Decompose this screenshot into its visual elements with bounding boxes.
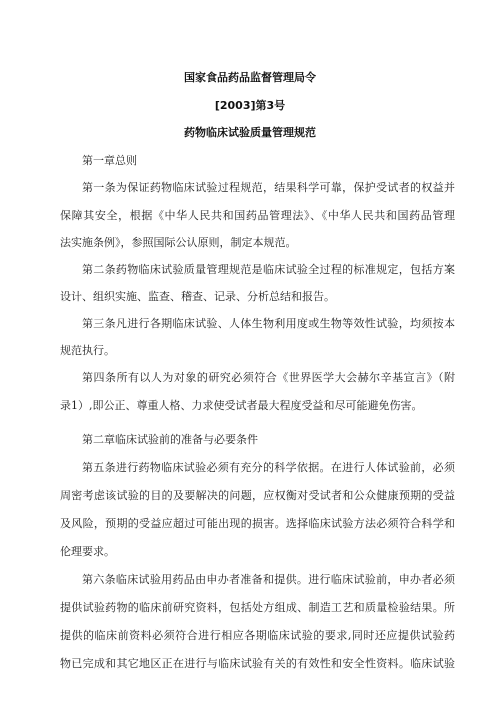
chapter-heading: 第二章临床试验前的准备与必要条件 xyxy=(82,433,258,446)
paragraph-line: 周密考虑该试验的目的及要解决的问题，应权衡对受试者和公众健康预期的受益 xyxy=(60,489,455,502)
paragraph-line: 物已完成和其它地区正在进行与临床试验有关的有效性和安全性资料。临床试验 xyxy=(60,657,455,670)
paragraph-line: 伦理要求。 xyxy=(60,545,115,558)
chapter-heading: 第一章总则 xyxy=(82,154,137,167)
paragraph-line: 及风险，预期的受益应超过可能出现的损害。选择临床试验方法必须符合科学和 xyxy=(60,517,455,530)
heading-organization: 国家食品药品监督管理局令 xyxy=(184,71,316,84)
paragraph-line: 第四条所有以人为对象的研究必须符合《世界医学大会赫尔辛基宣言》（附 xyxy=(82,371,455,384)
paragraph-line: 提供试验药物的临床前研究资料，包括处方组成、制造工艺和质量检验结果。所 xyxy=(60,601,455,614)
paragraph-line: 第六条临床试验用药品由申办者准备和提供。进行临床试验前，申办者必须 xyxy=(82,573,455,586)
paragraph-line: 法实施条例》，参照国际公认原则，制定本规范。 xyxy=(60,236,297,249)
paragraph-line: 设计、组织实施、监查、稽查、记录、分析总结和报告。 xyxy=(60,290,335,303)
heading-order-number: [2003]第3号 xyxy=(214,99,286,112)
paragraph-line: 规范执行。 xyxy=(60,344,115,357)
paragraph-line: 第三条凡进行各期临床试验、人体生物利用度或生物等效性试验，均须按本 xyxy=(82,317,455,330)
paragraph-line: 第一条为保证药物临床试验过程规范，结果科学可靠，保护受试者的权益并 xyxy=(82,181,455,194)
paragraph-line: 保障其安全，根据《中华人民共和国药品管理法》、《中华人民共和国药品管理 xyxy=(60,209,455,222)
heading-regulation-title: 药物临床试验质量管理规范 xyxy=(184,126,316,139)
paragraph-line: 录1）,即公正、尊重人格、力求使受试者最大程度受益和尽可能避免伤害。 xyxy=(60,399,423,412)
paragraph-line: 提供的临床前资料必须符合进行相应各期临床试验的要求,同时还应提供试验药 xyxy=(60,629,455,642)
paragraph-line: 第五条进行药物临床试验必须有充分的科学依据。在进行人体试验前，必须 xyxy=(82,461,455,474)
paragraph-line: 第二条药物临床试验质量管理规范是临床试验全过程的标准规定，包括方案 xyxy=(82,263,455,276)
